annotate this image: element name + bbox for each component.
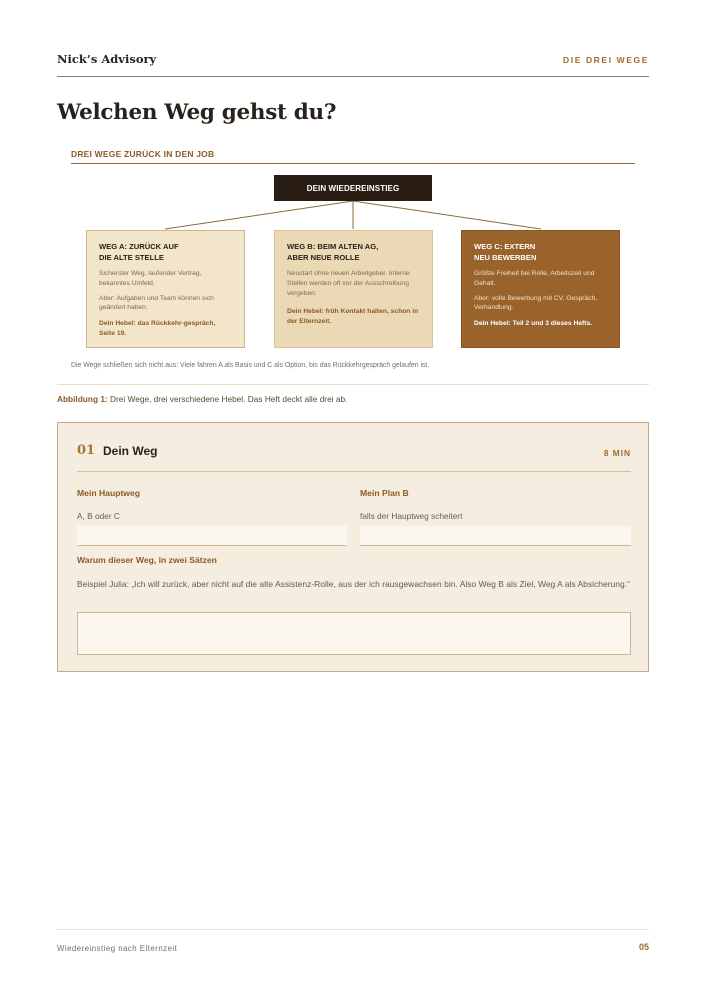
page-number: 05	[638, 942, 649, 952]
way-c-caveat: Aber: volle Bewerbung mit CV, Gespräch, Verhandlung.	[474, 294, 598, 312]
main-way-label: Mein Hauptweg	[77, 488, 141, 498]
way-a-title	[99, 241, 232, 263]
way-a-text: Sicherster Weg, laufender Vertrag, bekanntes Umfeld.	[99, 270, 202, 287]
way-b-box	[274, 230, 433, 348]
exercise-card	[57, 422, 649, 672]
exercise-header	[77, 443, 631, 472]
way-a-caveat: Aber: Aufgaben und Team können sich geändert haben.	[99, 294, 214, 312]
way-b-title-line2: ABER NEUE ROLLE	[287, 253, 360, 262]
way-b-title-line1: WEG B: BEIM ALTEN AG,	[287, 242, 379, 251]
way-b-title	[287, 241, 420, 263]
main-way-hint: A, B oder C	[77, 511, 120, 521]
way-a-lever: Dein Hebel: das Rückkehr-gespräch, Seite 19.	[99, 320, 216, 337]
exercise-title: Dein Weg	[103, 444, 158, 458]
caption-divider	[57, 384, 649, 385]
plan-b-label: Mein Plan B	[360, 488, 409, 498]
diagram-note: Die Wege schließen sich nicht aus: Viele fahren A als Basis und C als Option, bis das Rückkehrgespräch gelaufen ist.	[71, 362, 430, 369]
way-c-title-line2: NEU BEWERBEN	[474, 253, 537, 262]
way-c-lever: Dein Hebel: Teil 2 und 3 dieses Hefts.	[474, 320, 593, 328]
caption-text: Drei Wege, drei verschiedene Hebel. Das Heft deckt alle drei ab.	[110, 394, 348, 404]
figure-caption	[57, 394, 347, 404]
reason-textarea[interactable]	[77, 612, 631, 655]
diagram-title: DREI WEGE ZURÜCK IN DEN JOB	[71, 149, 635, 164]
brand-name: Nick’s Advisory	[57, 52, 157, 66]
way-a-box	[86, 230, 245, 348]
way-a-title-line2: DIE ALTE STELLE	[99, 253, 164, 262]
reason-example: Beispiel Julia: „Ich will zurück, aber nicht auf die alte Assistenz-Rolle, aus der ich rausgewachsen bin. Also Weg B als Ziel, Weg A als Absicherung.“	[77, 579, 630, 589]
way-b-lever: Dein Hebel: früh Kontakt halten, schon in der Elternzeit.	[287, 308, 419, 326]
diagram-root-node: DEIN WIEDEREINSTIEG	[274, 175, 432, 201]
exercise-number: 01	[77, 443, 96, 458]
way-c-text: Größte Freiheit bei Rolle, Arbeitszeit und Gehalt.	[474, 270, 595, 287]
way-a-title-line1: WEG A: ZURÜCK AUF	[99, 242, 179, 251]
main-way-input[interactable]	[77, 526, 347, 546]
way-c-title	[474, 241, 607, 263]
page-header	[57, 52, 649, 77]
exercise-duration: 8 MIN	[603, 448, 631, 458]
way-c-title-line1: WEG C: EXTERN	[474, 242, 536, 251]
connector-line-a	[165, 201, 353, 229]
page-footer	[57, 929, 649, 959]
way-b-text: Neustart ohne neuen Arbeitgeber. Interne Stellen werden oft vor der Ausschreibung vergeben.	[287, 270, 410, 297]
way-c-box	[461, 230, 620, 348]
plan-b-input[interactable]	[360, 526, 631, 546]
section-label: DIE DREI WEGE	[563, 55, 649, 65]
caption-label: Abbildung 1:	[57, 394, 108, 404]
reason-label: Warum dieser Weg, in zwei Sätzen	[77, 555, 217, 565]
plan-b-hint: falls der Hauptweg scheitert	[360, 511, 463, 521]
connector-line-c	[353, 201, 541, 229]
page-title: Welchen Weg gehst du?	[57, 100, 337, 125]
footer-title: Wiedereinstieg nach Elternzeit	[57, 944, 178, 953]
